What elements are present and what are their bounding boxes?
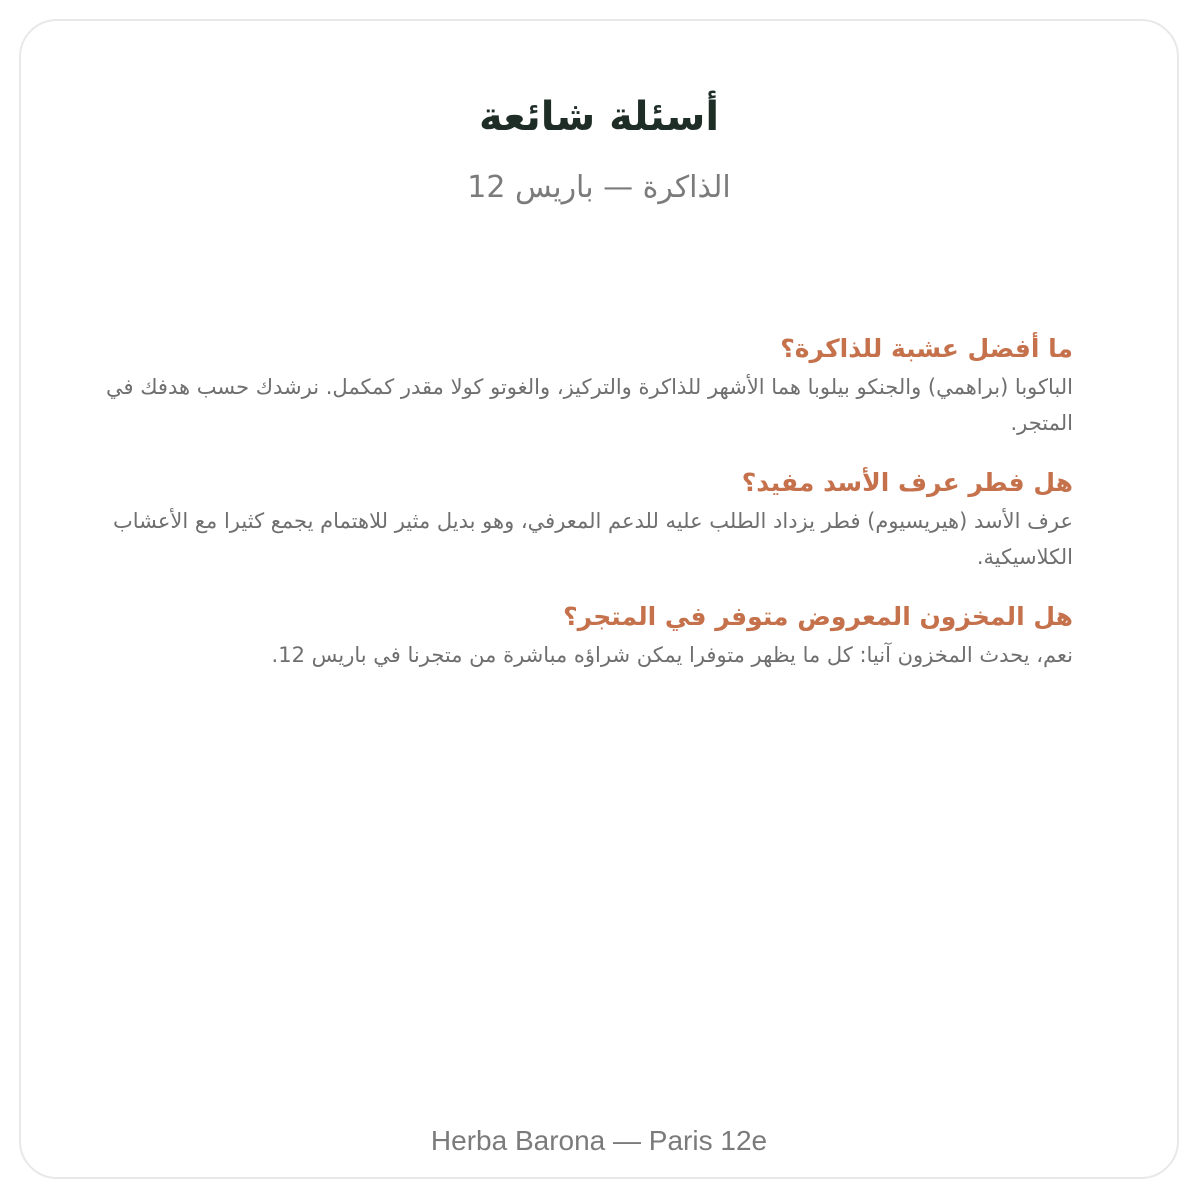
faq-item — [91, 597, 1073, 673]
faq-list — [91, 329, 1073, 695]
page-subtitle: الذاكرة — باريس 12 — [467, 170, 731, 205]
faq-card — [19, 19, 1179, 1179]
faq-answer: عرف الأسد (هيريسيوم) فطر يزداد الطلب عليه للدعم المعرفي، وهو بديل مثير للاهتمام يجمع كثيرا مع الأعشاب الكلاسيكية. — [112, 509, 1073, 569]
faq-question: ما أفضل عشبة للذاكرة؟ — [780, 334, 1073, 363]
faq-item — [91, 463, 1073, 575]
footer-brand: Herba Barona — Paris 12e — [430, 1125, 768, 1156]
faq-answer: نعم، يحدث المخزون آنيا: كل ما يظهر متوفرا يمكن شراؤه مباشرة من متجرنا في باريس 12. — [271, 643, 1073, 667]
faq-question: هل المخزون المعروض متوفر في المتجر؟ — [563, 602, 1073, 631]
faq-question: هل فطر عرف الأسد مفيد؟ — [741, 468, 1073, 497]
page-title: أسئلة شائعة — [478, 94, 720, 140]
faq-item — [91, 329, 1073, 441]
faq-answer: الباكوبا (براهمي) والجنكو بيلوبا هما الأشهر للذاكرة والتركيز، والغوتو كولا مقدر كمكمل. نرشدك حسب هدفك في المتجر. — [105, 375, 1073, 435]
